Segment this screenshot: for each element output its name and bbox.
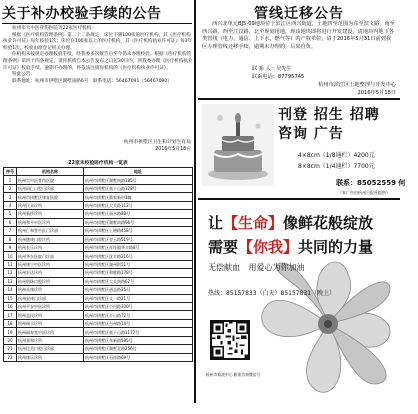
- ad-word: 招生: [313, 107, 344, 123]
- table-row: [4, 277, 193, 285]
- clinic-name-cell: 杭州华东医院门诊部: [17, 252, 84, 260]
- clinic-name-cell: 杭州和平中医诊所: [17, 218, 84, 226]
- table-header-row: [4, 168, 193, 176]
- clinic-name-cell: 杭州仁和堂中医门诊部: [17, 227, 84, 235]
- clinic-address-cell: 杭州市拱墅区和睦路178号: [84, 269, 193, 277]
- notice-title: 关于补办校验手续的公告: [2, 6, 162, 22]
- supplement-verification-notice: [0, 0, 196, 403]
- contact-phone: 联系电话：87795745: [252, 73, 305, 80]
- row-index-cell: 11: [4, 260, 17, 268]
- row-index-cell: 3: [4, 193, 17, 201]
- row-index-cell: 21: [4, 345, 17, 353]
- clinic-address-cell: 杭州市拱墅区莫干山路1177号: [84, 328, 193, 336]
- pipeline-contact: [252, 66, 304, 81]
- pipeline-sign-date: 2016年5月18日: [357, 89, 396, 96]
- notice-contact: 联系地址：杭州市拱墅区湖墅南路6号 联系电话：56467091（56467090）: [12, 78, 172, 84]
- row-index-cell: 19: [4, 328, 17, 336]
- table-row: [4, 345, 193, 353]
- table-row: [4, 303, 193, 311]
- ad-phone: [336, 178, 405, 188]
- row-index-cell: 10: [4, 252, 17, 260]
- table-row: [4, 294, 193, 302]
- clinic-address-cell: 杭州市拱墅区沈半路216号: [84, 252, 193, 260]
- clinics-table: [3, 167, 193, 362]
- psa-bottom-text: 杭州市血液中心 献血咨询微信号: [206, 372, 261, 377]
- clinic-address-cell: 杭州市拱墅区丽水路88号: [84, 210, 193, 218]
- clinic-address-cell: 杭州市拱墅区大关南路62号: [84, 277, 193, 285]
- row-index-cell: 6: [4, 218, 17, 226]
- row-index-cell: 8: [4, 235, 17, 243]
- clinic-address-cell: 杭州市拱墅区上塘路458号: [84, 227, 193, 235]
- sign-org: 杭州市拱墅区卫生和计划生育局: [123, 140, 191, 145]
- row-index-cell: 18: [4, 319, 17, 327]
- psa-sub1: 无偿献血: [208, 263, 240, 272]
- row-index-cell: 20: [4, 336, 17, 344]
- pipeline-signature: [202, 82, 396, 97]
- notice-body: [3, 26, 193, 151]
- table-row: [4, 336, 193, 344]
- pipeline-body: 西兴北单元BJ5-09地块位于滨江区西兴街道，土地四至范围为东至滨文路，南至西兴路，西至江汉路，北至规划用地，现该地块即将进行开发建设，请地块内地下各类管线（电力、通信、上下水、燃气等）的产权单位，请于2016年5月31日前到我区办理管线迁移手续，逾期未办理的，后果自负。: [202, 21, 395, 50]
- clinic-address-cell: 杭州市拱墅区东新路585号: [84, 336, 193, 344]
- ad-headline-row1: [278, 106, 396, 125]
- row-index-cell: 17: [4, 311, 17, 319]
- clinic-name-cell: 杭州德康口腔诊所: [17, 235, 84, 243]
- row-index-cell: 5: [4, 210, 17, 218]
- row-index-cell: 4: [4, 201, 17, 209]
- row-index-cell: 7: [4, 227, 17, 235]
- psa-sub2: 用爱心为你加油: [248, 263, 305, 272]
- row-index-cell: 16: [4, 303, 17, 311]
- clinic-name-cell: 杭州新桥诊所: [17, 210, 84, 218]
- table-row: [4, 193, 193, 201]
- table-body: [4, 176, 193, 362]
- ad-word: 招聘: [349, 107, 380, 123]
- ad-prices: [298, 150, 375, 172]
- qr-code-icon: [210, 320, 250, 360]
- table-row: [4, 319, 193, 327]
- clinic-name-cell: 杭州福寿堂中医诊所: [17, 328, 84, 336]
- advertising-rates-box: [198, 100, 406, 200]
- notice-signature: [3, 140, 191, 153]
- contact-person: 联 系 人：吴先生: [252, 66, 292, 72]
- psa-accent-word: 【你我】: [238, 238, 299, 256]
- row-index-cell: 15: [4, 294, 17, 302]
- pipeline-relocation-notice: [198, 0, 400, 100]
- row-index-cell: 22: [4, 353, 17, 361]
- col-header-address: 地址: [84, 168, 193, 176]
- clinic-name-cell: 杭州永康诊所: [17, 286, 84, 294]
- clinic-name-cell: 杭州平安中医诊所: [17, 303, 84, 311]
- row-index-cell: 2: [4, 184, 17, 192]
- table-row: [4, 353, 193, 361]
- clinic-address-cell: 杭州市拱墅区文一路21号: [84, 294, 193, 302]
- table-row: [4, 328, 193, 336]
- clinic-address-cell: 杭州市拱墅区通益路35号: [84, 286, 193, 294]
- ad-phone-label: 联系：: [336, 179, 357, 187]
- col-header-index: 序号: [4, 168, 17, 176]
- ad-note: （本广告由杭州日报社提供）: [338, 190, 390, 195]
- table-row: [4, 201, 193, 209]
- ad-headline-row2: [278, 125, 396, 144]
- clinic-address-cell: 杭州市拱墅区董家新村1幢: [84, 193, 193, 201]
- notice-paragraph: 你机构未按规定办理校验手续，经我委多次催告后至今仍未办理校验。根据《医疗机构管理条例》第四十四条规定，请你机构自本公告发布之日起30日内，到我委办理《医疗机构执业许可证》校验手续。逾期不办理的，将依法注销你机构的《医疗机构执业许可证》。: [3, 52, 193, 71]
- clinic-name-cell: 杭州康乐诊所: [17, 353, 84, 361]
- table-row: [4, 252, 193, 260]
- psa-headline-2: [208, 236, 400, 257]
- table-row: [4, 311, 193, 319]
- psa-subline: [208, 262, 311, 273]
- clinic-address-cell: 杭州市拱墅区大关路112号: [84, 201, 193, 209]
- clinic-address-cell: 杭州市拱墅区湖墅北路256号: [84, 345, 193, 353]
- clinic-address-cell: 杭州市拱墅区小河路300号: [84, 303, 193, 311]
- ad-price-item: 8×8cm（1/4通栏）7700元: [298, 163, 375, 170]
- cake-illustration-icon: [202, 104, 274, 186]
- row-index-cell: 12: [4, 269, 17, 277]
- psa-hotline: 热线：85157833（白天）85157831（晚上）: [208, 290, 336, 297]
- row-index-cell: 1: [4, 176, 17, 184]
- sign-date: 2016年5月18日: [155, 146, 191, 152]
- table-row: [4, 176, 193, 184]
- col-header-name: 机构名称: [17, 168, 84, 176]
- pipeline-title: 管线迁移公告: [254, 6, 344, 22]
- table-row: [4, 243, 193, 251]
- table-row: [4, 286, 193, 294]
- title-rule: [2, 23, 192, 24]
- clinic-address-cell: 杭州市拱墅区湖州街51号: [84, 260, 193, 268]
- clinic-name-cell: 杭州大中医骨伤医院: [17, 176, 84, 184]
- flower-icon: [238, 234, 418, 414]
- ad-word: 咨询: [278, 126, 308, 142]
- pipeline-sign-org: 杭州市滨江区土地整理与开发中心: [318, 82, 396, 88]
- table-caption: 22家未校验医疗机构一览表: [68, 161, 128, 166]
- table-row: [4, 260, 193, 268]
- clinic-address-cell: 杭州市拱墅区半山路72号: [84, 311, 193, 319]
- clinic-name-cell: 杭州嘉和诊所: [17, 336, 84, 344]
- blood-donation-psa: [198, 202, 400, 403]
- clinic-name-cell: 杭州佳美口腔门诊部: [17, 345, 84, 353]
- clinic-name-cell: 杭州康宁中医诊所: [17, 260, 84, 268]
- row-index-cell: 14: [4, 286, 17, 294]
- ad-phone-suffix: 何: [398, 179, 406, 187]
- clinic-name-cell: 杭州益民诊所: [17, 311, 84, 319]
- psa-accent-word: 【生命】: [223, 214, 284, 232]
- table-row: [4, 269, 193, 277]
- table-row: [4, 235, 193, 243]
- notice-paragraph: 特此公告。: [12, 72, 35, 78]
- clinic-name-cell: 杭州瑞丰诊所: [17, 319, 84, 327]
- psa-line1-text: 让【生命】像鲜花般绽放: [208, 214, 374, 232]
- clinic-name-cell: 杭州长乐诊所: [17, 243, 84, 251]
- ad-headline: [278, 106, 396, 144]
- row-index-cell: 9: [4, 243, 17, 251]
- clinic-name-cell: 杭州同仁口腔门诊部: [17, 184, 84, 192]
- clinic-name-cell: 杭州市拱墅区康复医院: [17, 193, 84, 201]
- clinic-address-cell: 杭州市拱墅区祥符镇华丰路8号: [84, 243, 193, 251]
- clinic-name-cell: 杭州安康门诊部: [17, 294, 84, 302]
- clinic-address-cell: 杭州市拱墅区石祥路69号: [84, 353, 193, 361]
- clinic-name-cell: 杭州民众诊所: [17, 201, 84, 209]
- ad-phone-number: 85052559: [357, 179, 396, 187]
- ad-word: 刊登: [278, 107, 308, 123]
- psa-headline-1: [208, 212, 400, 233]
- clinic-name-cell: 杭州宏达诊所: [17, 269, 84, 277]
- clinic-address-cell: 杭州市拱墅区台州路14号: [84, 319, 193, 327]
- clinic-name-cell: 杭州明珠口腔诊所: [17, 277, 84, 285]
- ad-price-item: 4×8cm（1/8通栏）4200元: [298, 152, 375, 159]
- clinic-address-cell: 杭州市拱墅区湖墅南路185号: [84, 176, 193, 184]
- clinic-address-cell: 杭州市拱墅区登云路519号: [84, 235, 193, 243]
- ad-word: 广告: [313, 126, 344, 142]
- table-row: [4, 210, 193, 218]
- notice-paragraph: 根据《医疗机构管理条例》第二十二条规定，床位不满100张的医疗机构，其《医疗机构执业许可证》每年校验1次；床位在100张以上的医疗机构，其《医疗机构执业许可证》每3年校验1次。校验由原登记机关办理。: [3, 32, 193, 51]
- clinic-address-cell: 杭州市拱墅区莫干山路328号: [84, 184, 193, 192]
- table-row: [4, 184, 193, 192]
- table-row: [4, 218, 193, 226]
- clinic-address-cell: 杭州市拱墅区湖墅南路96号: [84, 218, 193, 226]
- table-row: [4, 227, 193, 235]
- notice-paragraph: 杭州市大中医骨伤医院等22家医疗机构：: [12, 26, 96, 31]
- row-index-cell: 13: [4, 277, 17, 285]
- psa-line2-text: 需要【你我】共同的力量: [208, 238, 374, 256]
